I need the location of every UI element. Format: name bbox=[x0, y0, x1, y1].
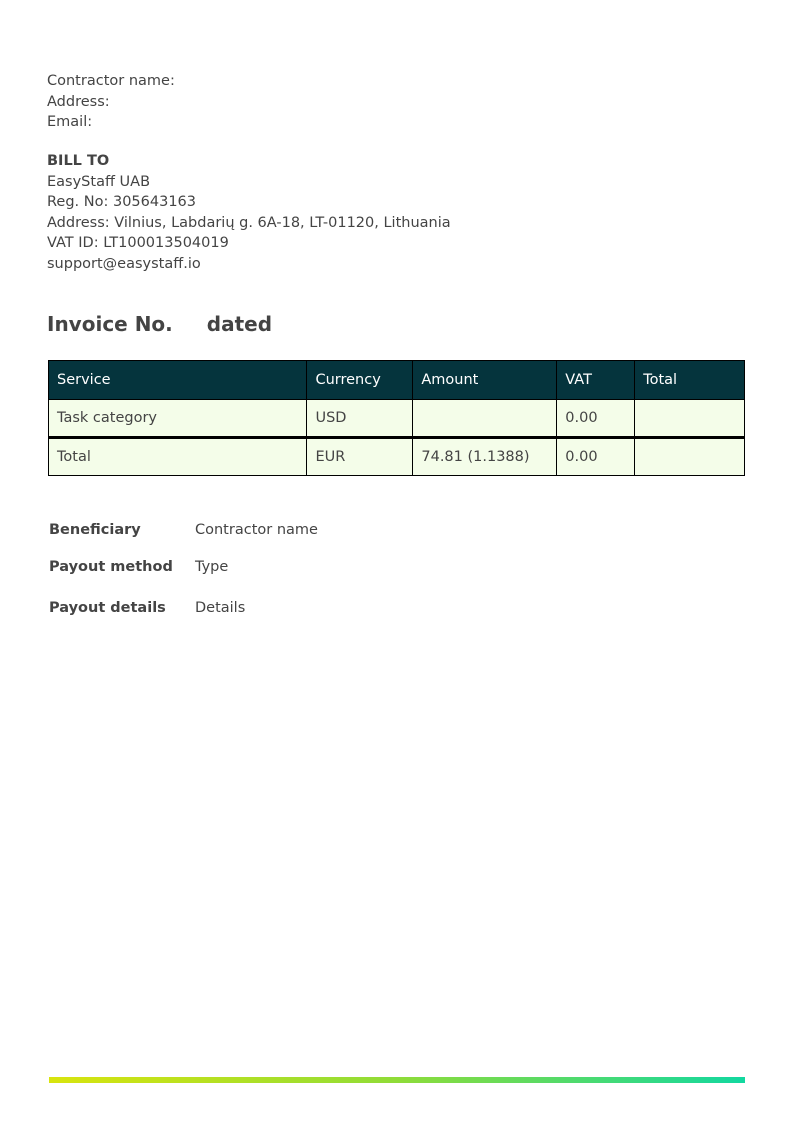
payout-row-beneficiary bbox=[49, 522, 318, 538]
column-header-total: Total bbox=[635, 361, 745, 400]
table-row bbox=[49, 400, 745, 438]
cell-currency: USD bbox=[307, 400, 413, 438]
beneficiary-label: Beneficiary bbox=[49, 522, 141, 538]
payout-row-details bbox=[49, 600, 245, 616]
contractor-block bbox=[47, 71, 175, 133]
cell-amount bbox=[413, 400, 557, 438]
footer-gradient-bar bbox=[49, 1077, 745, 1083]
contractor-name-label: Contractor name: bbox=[47, 73, 175, 89]
invoice-title bbox=[47, 312, 272, 336]
column-header-currency: Currency bbox=[307, 361, 413, 400]
invoice-items-table bbox=[48, 360, 745, 476]
column-header-vat: VAT bbox=[557, 361, 635, 400]
contractor-address-label: Address: bbox=[47, 93, 110, 110]
cell-total bbox=[635, 400, 745, 438]
bill-to-reg-no: Reg. No: 305643163 bbox=[47, 194, 197, 210]
cell-amount: 74.81 (1.1388) bbox=[413, 438, 557, 476]
bill-to-heading: BILL TO bbox=[47, 153, 110, 169]
invoice-number-label: Invoice No. bbox=[47, 312, 173, 336]
cell-vat: 0.00 bbox=[557, 438, 635, 476]
table-header-row bbox=[49, 361, 745, 400]
bill-to-vat-id: VAT ID: LT100013504019 bbox=[47, 235, 229, 251]
payout-row-method bbox=[49, 559, 228, 575]
column-header-amount: Amount bbox=[413, 361, 557, 400]
bill-to-address: Address: Vilnius, Labdarių g. 6A-18, LT-01120, Lithuania bbox=[47, 214, 451, 231]
payout-details-value: Details bbox=[195, 600, 246, 616]
table-total-row bbox=[49, 438, 745, 476]
bill-to-company: EasyStaff UAB bbox=[47, 173, 151, 190]
payout-method-label: Payout method bbox=[49, 559, 173, 575]
bill-to-block bbox=[47, 151, 451, 274]
beneficiary-value: Contractor name bbox=[195, 522, 318, 538]
cell-currency: EUR bbox=[307, 438, 413, 476]
cell-vat: 0.00 bbox=[557, 400, 635, 438]
payout-method-value: Type bbox=[195, 559, 229, 575]
cell-total bbox=[635, 438, 745, 476]
column-header-service: Service bbox=[49, 361, 307, 400]
invoice-dated-label: dated bbox=[206, 312, 273, 336]
cell-service: Task category bbox=[49, 400, 307, 438]
cell-service: Total bbox=[49, 438, 307, 476]
payout-details-label: Payout details bbox=[49, 600, 166, 616]
bill-to-email: support@easystaff.io bbox=[47, 255, 201, 272]
contractor-email-label: Email: bbox=[47, 114, 93, 130]
